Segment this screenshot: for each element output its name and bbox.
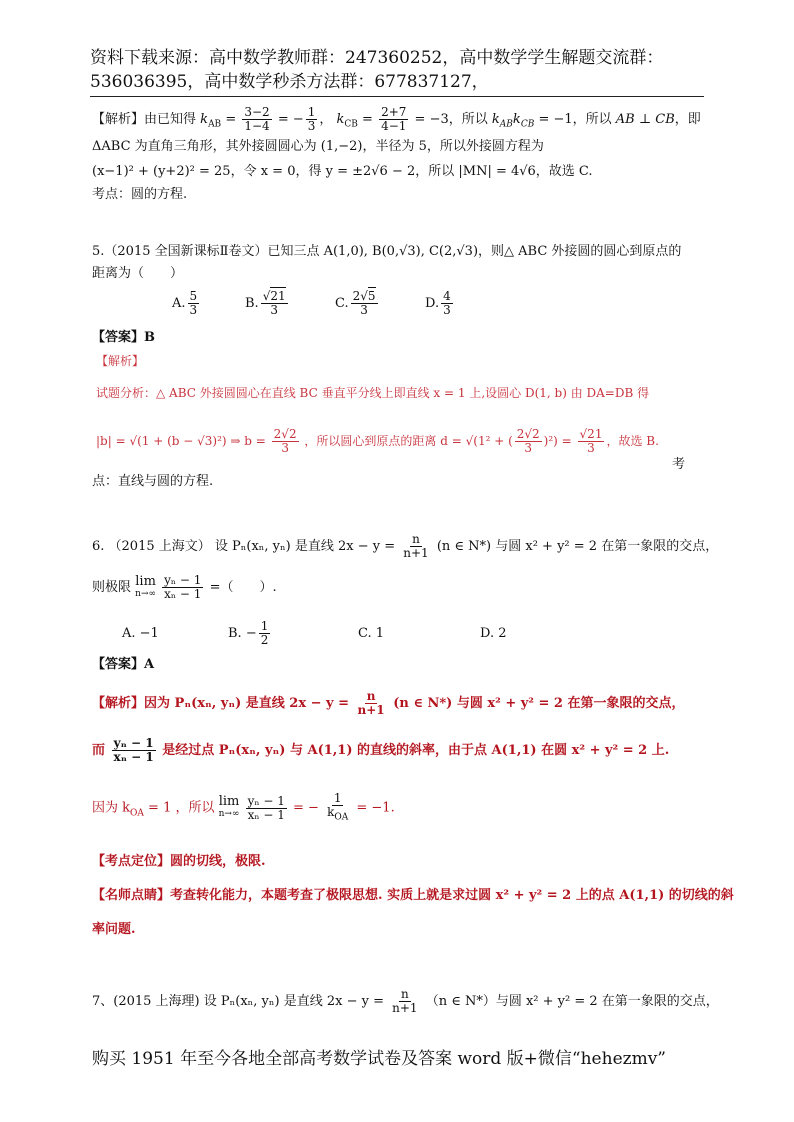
q5-jiexi-tag: 【解析】 <box>96 354 145 368</box>
q4-analysis-line-1: 【解析】由已知得 $k_{AB}$ = $\frac{3-2}{1-4}$ = − $\frac{1}{3}$ ， $k_{CB}$ = $\frac{2+7}{4-1}$ = −3，所以 $k_{AB}k_{CB} = -1$，所以 AB ⊥ CB，即 <box>92 105 701 133</box>
q6-stem-line-2: 则极限 lim n→∞ $\frac{\text{yₙ − 1}}{\text{xₙ − 1}}$ =（ ）. <box>92 573 277 601</box>
q6-jiexi-line-1: 【解析】因为 Pₙ(xₙ, yₙ) 是直线 2x − y = $\frac{n}{n+1}$ (n ∈ N*) 与圆 x² + y² = 2 在第一象限的交点， <box>92 689 685 717</box>
q4-text-d: ，即 <box>674 112 701 127</box>
q6-jiexi-line-3: 因为 $k_{OA} = 1$ ，所以 lim n→∞ $\frac{\text{yₙ − 1}}{\text{xₙ − 1}}$ = − $\frac{1}{k_{OA}}$ = −1. <box>92 791 395 823</box>
q6-option-a: A. −1 <box>122 626 159 641</box>
header-rule <box>90 96 704 97</box>
q6-answer: 【答案】A <box>92 657 155 672</box>
q6-kaodian: 【考点定位】圆的切线，极限. <box>92 854 266 869</box>
q6-option-d: D. 2 <box>480 626 507 641</box>
q5-stem-line-1: 5.（2015 全国新课标Ⅱ卷文）已知三点 A(1,0), B(0,√3), C(2,√3)，则△ ABC 外接圆的圆心到原点的 <box>92 244 682 259</box>
q4-jiexi-tag: 【解析】 <box>92 112 145 127</box>
q7-stem-line-1: 7、(2015 上海理) 设 Pₙ(xₙ, yₙ) 是直线 2x − y = $\frac{n}{n+1}$ （n ∈ N*）与圆 x² + y² = 2 在第一象限的交点， <box>92 987 719 1015</box>
q5-kao-char: 考 <box>672 457 686 472</box>
q6-mingshi-line-2: 率问题. <box>92 922 136 937</box>
q5-point-line: 点：直线与圆的方程. <box>92 474 214 489</box>
q4-text-c: ，所以 <box>572 112 612 127</box>
q4-text-b: ，所以 <box>448 112 488 127</box>
q6-option-b: B. − $\frac{1}{2}$ <box>228 619 269 647</box>
q5-option-d: D. $\frac{4}{3}$ <box>425 289 451 317</box>
q5-option-a: A. $\frac{5}{3}$ <box>172 289 198 317</box>
q6-option-c: C. 1 <box>358 626 385 641</box>
q5-option-c: C. $\frac{2√5}{3}$ <box>335 289 376 317</box>
q5-option-b: B. $\frac{√21}{3}$ <box>245 289 286 317</box>
q4-text-a: 由已知得 <box>144 112 197 127</box>
q6-mingshi-line-1: 【名师点睛】考查转化能力，本题考查了极限思想. 实质上就是求过圆 x² + y² = 2 上的点 A(1,1) 的切线的斜 <box>92 888 734 903</box>
q6-stem-line-1: 6. （2015 上海文） 设 Pₙ(xₙ, yₙ) 是直线 2x − y = $\frac{n}{n+1}$ (n ∈ N*) 与圆 x² + y² = 2 在第一象限的交点， <box>92 532 719 560</box>
q4-analysis-line-3: (x−1)² + (y+2)² = 25，令 x = 0，得 y = ±2√6 − 2，所以 |MN| = 4√6，故选 C. <box>92 164 593 179</box>
q6-jiexi-line-2: 而 $\frac{\text{yₙ − 1}}{\text{xₙ − 1}}$ 是经过点 Pₙ(xₙ, yₙ) 与 A(1,1) 的直线的斜率，由于点 A(1,1) 在圆 x² + y² = 2 上. <box>92 736 670 764</box>
footer-ad: 购买 1951 年至今各地全部高考数学试卷及答案 word 版+微信“hehezmv” <box>92 1049 666 1069</box>
q5-analysis-line-1: 试题分析：△ ABC 外接圆圆心在直线 BC 垂直平分线上即直线 x = 1 上,设圆心 D(1, b) 由 DA=DB 得 <box>96 386 650 400</box>
q5-stem-line-2: 距离为（ ） <box>92 266 184 281</box>
header-line-2: 536036395，高中数学秒杀方法群：677837127， <box>90 72 489 92</box>
header-line-1: 资料下载来源：高中数学教师群：247360252，高中数学学生解题交流群： <box>90 48 664 68</box>
q4-analysis-line-2: ΔABC 为直角三角形，其外接圆圆心为 (1,−2)，半径为 5，所以外接圆方程为 <box>92 139 544 154</box>
q5-answer: 【答案】B <box>92 330 155 345</box>
q5-analysis-line-2: |b| = √(1 + (b − √3)²) ⇒ b = $\frac{2√2}{3}$ ，所以圆心到原点的距离 d = √(1² + ( $\frac{2√2}{3}$ )²) = $\frac{√21}{3}$ ，故选 B. <box>96 427 659 455</box>
q4-kaodian: 考点：圆的方程. <box>92 187 188 202</box>
